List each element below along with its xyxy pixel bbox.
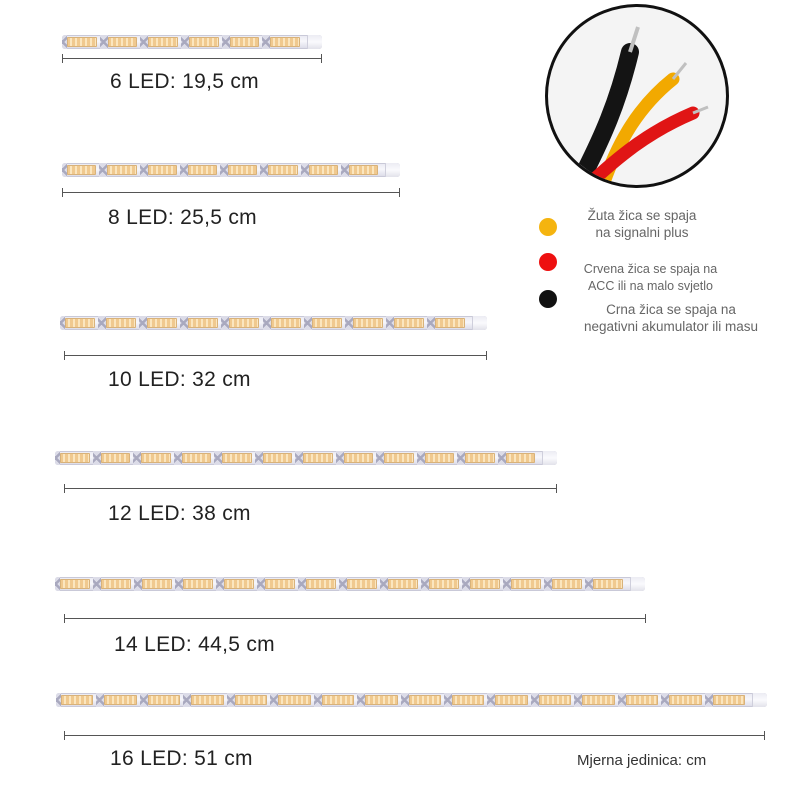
led-joint [503,577,511,591]
led-joint [260,163,268,177]
led-segment [312,318,342,328]
led-segment [191,695,223,705]
led-segment [270,37,300,47]
led-joint [62,163,67,177]
led-joint [301,163,309,177]
legend-red-line1: Crvena žica se spaja na [583,262,718,276]
legend-text-red [568,261,733,295]
led-segment [322,695,354,705]
led-segment [309,165,338,175]
led-joint [60,316,65,330]
strip-12-led [55,451,557,465]
led-joint [444,693,452,707]
legend-black-line2: negativni akumulator ili masu [583,319,759,334]
led-joint [216,577,224,591]
ruler-8-led [62,192,400,193]
yellow-wire-tip [673,63,686,79]
led-joint [174,451,182,465]
led-segment [539,695,571,705]
led-joint [270,693,278,707]
led-segment [108,37,138,47]
led-joint [498,451,506,465]
led-segment [265,579,295,589]
led-joint [227,693,235,707]
strip-label-14-led: 14 LED: 44,5 cm [114,633,275,656]
led-joint [255,451,263,465]
led-segment [101,453,131,463]
legend-yellow-line2: na signalni plus [595,225,689,240]
led-joint [55,451,60,465]
led-joint [421,577,429,591]
led-segment [626,695,658,705]
legend-red-line2: ACC ili na malo svjetlo [587,279,714,293]
ruler-16-led [64,735,765,736]
strip-label-10-led: 10 LED: 32 cm [108,368,251,391]
led-joint [98,316,106,330]
led-joint [661,693,669,707]
led-segment [384,453,414,463]
strip-8-led [62,163,400,177]
led-segment [344,453,374,463]
led-joint [175,577,183,591]
ruler-6-led [62,58,322,59]
led-joint [457,451,465,465]
led-segment [148,695,180,705]
led-segment [142,579,172,589]
ruler-14-led [64,618,646,619]
legend-text-black [566,301,776,335]
led-joint [345,316,353,330]
led-joint [462,577,470,591]
led-joint [376,451,384,465]
led-joint [341,163,349,177]
led-segment [101,579,131,589]
led-joint [214,451,222,465]
led-joint [262,35,270,49]
led-segment [61,695,93,705]
led-joint [705,693,713,707]
led-segment [224,579,254,589]
led-segment [228,165,257,175]
led-segment [669,695,701,705]
led-segment [465,453,495,463]
led-segment [188,318,218,328]
ruler-10-led [64,355,487,356]
wires-illustration [548,7,726,185]
led-segment [582,695,614,705]
strip-6-led [62,35,322,49]
led-segment [552,579,582,589]
led-segment [235,695,267,705]
led-joint [357,693,365,707]
led-joint [93,451,101,465]
led-joint [180,316,188,330]
legend-dot-black [539,290,557,308]
led-segment [349,165,378,175]
led-segment [222,453,252,463]
led-segment [593,579,623,589]
legend-dot-red [539,253,557,271]
led-segment [148,165,177,175]
unit-note: Mjerna jedinica: cm [577,752,707,769]
led-joint [180,163,188,177]
led-joint [618,693,626,707]
led-joint [55,577,60,591]
led-segment [229,318,259,328]
led-segment [278,695,310,705]
strip-label-8-led: 8 LED: 25,5 cm [108,206,257,229]
led-segment [470,579,500,589]
led-joint [531,693,539,707]
strip-14-led [55,577,645,591]
led-segment [713,695,745,705]
led-joint [304,316,312,330]
led-joint [386,316,394,330]
led-segment [182,453,212,463]
led-joint [96,693,104,707]
led-joint [140,35,148,49]
led-joint [183,693,191,707]
led-segment [60,453,90,463]
led-joint [298,577,306,591]
led-segment [435,318,465,328]
led-segment [183,579,213,589]
led-segment [107,165,136,175]
led-segment [60,579,90,589]
led-segment [511,579,541,589]
led-joint [401,693,409,707]
led-segment [106,318,136,328]
led-segment [271,318,301,328]
led-joint [222,35,230,49]
led-joint [181,35,189,49]
led-joint [62,35,67,49]
led-segment [147,318,177,328]
led-segment [365,695,397,705]
led-segment [388,579,418,589]
led-segment [394,318,424,328]
led-joint [427,316,435,330]
led-joint [339,577,347,591]
led-joint [133,451,141,465]
ruler-12-led [64,488,557,489]
led-joint [314,693,322,707]
led-segment [429,579,459,589]
led-joint [487,693,495,707]
led-joint [574,693,582,707]
led-segment [506,453,536,463]
legend-dot-yellow [539,218,557,236]
led-joint [56,693,61,707]
led-segment [306,579,336,589]
strip-label-6-led: 6 LED: 19,5 cm [110,70,259,93]
led-segment [141,453,171,463]
led-segment [148,37,178,47]
led-segment [67,37,97,47]
led-joint [139,316,147,330]
legend-yellow-line1: Žuta žica se spaja [587,208,697,223]
led-segment [230,37,260,47]
led-joint [544,577,552,591]
led-segment [263,453,293,463]
led-joint [380,577,388,591]
led-joint [100,35,108,49]
strip-16-led [56,693,767,707]
led-segment [425,453,455,463]
legend-black-line1: Crna žica se spaja na [606,302,736,317]
led-segment [303,453,333,463]
led-joint [140,693,148,707]
legend-text-yellow [568,207,716,241]
led-joint [585,577,593,591]
strip-10-led [60,316,487,330]
led-joint [336,451,344,465]
led-joint [93,577,101,591]
led-segment [189,37,219,47]
led-joint [295,451,303,465]
led-segment [452,695,484,705]
strip-label-16-led: 16 LED: 51 cm [110,747,253,770]
led-segment [67,165,96,175]
led-segment [495,695,527,705]
led-joint [134,577,142,591]
strip-label-12-led: 12 LED: 38 cm [108,502,251,525]
led-joint [417,451,425,465]
led-joint [140,163,148,177]
led-segment [409,695,441,705]
led-joint [263,316,271,330]
led-segment [347,579,377,589]
led-segment [65,318,95,328]
led-segment [353,318,383,328]
led-joint [221,316,229,330]
led-segment [188,165,217,175]
led-joint [99,163,107,177]
led-segment [268,165,297,175]
led-joint [220,163,228,177]
wire-closeup-circle [545,4,729,188]
led-segment [104,695,136,705]
led-joint [257,577,265,591]
